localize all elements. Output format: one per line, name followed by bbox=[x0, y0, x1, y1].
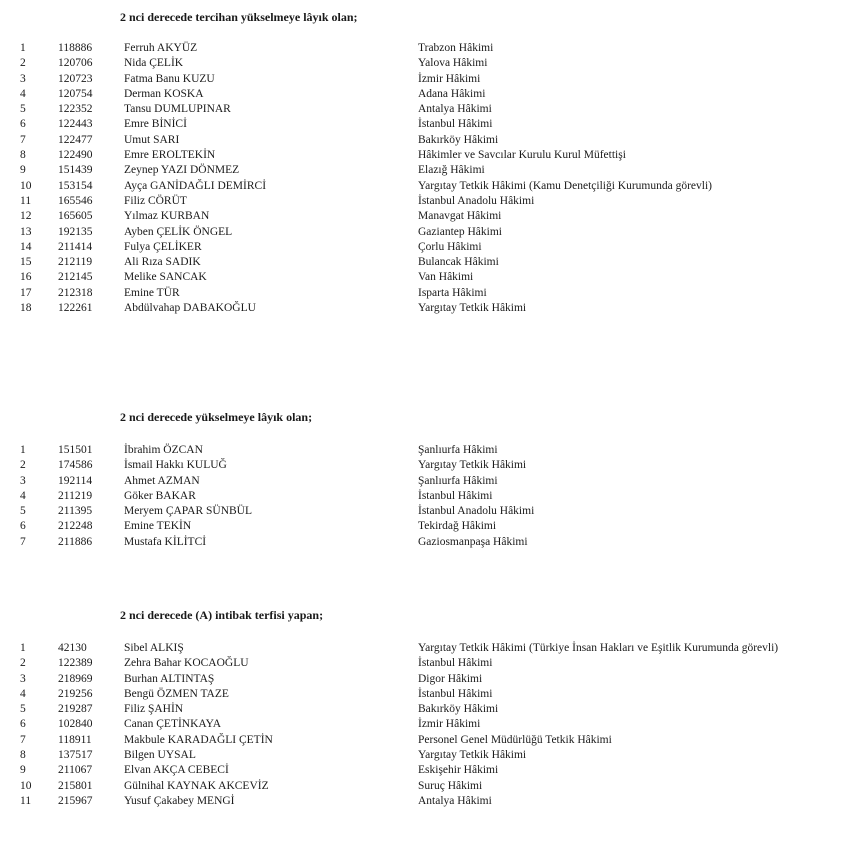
table-row bbox=[0, 102, 844, 117]
table-row bbox=[0, 163, 844, 178]
person-name: Yılmaz KURBAN bbox=[124, 210, 210, 223]
table-row bbox=[0, 779, 844, 794]
row-number: 8 bbox=[20, 749, 26, 762]
sicil-number: 212145 bbox=[58, 271, 93, 284]
person-name: Filiz CÖRÜT bbox=[124, 194, 187, 207]
position-title: İstanbul Anadolu Hâkimi bbox=[418, 505, 535, 518]
position-title: İstanbul Anadolu Hâkimi bbox=[418, 194, 535, 207]
sicil-number: 122477 bbox=[58, 133, 93, 146]
sicil-number: 165546 bbox=[58, 194, 93, 207]
row-number: 3 bbox=[20, 672, 26, 685]
table-row bbox=[0, 656, 844, 671]
section-title: 2 nci derecede (A) intibak terfisi yapan; bbox=[120, 608, 324, 622]
person-name: Elvan AKÇA CEBECİ bbox=[124, 764, 229, 777]
person-name: Umut SARI bbox=[124, 133, 180, 146]
person-name: Bilgen UYSAL bbox=[124, 749, 196, 762]
table-row bbox=[0, 179, 844, 194]
sicil-number: 118911 bbox=[58, 733, 92, 746]
table-row bbox=[0, 641, 844, 656]
person-name: Fulya ÇELİKER bbox=[124, 240, 202, 253]
sicil-number: 118886 bbox=[58, 42, 93, 54]
table-row bbox=[0, 504, 844, 519]
person-name: Emre BİNİCİ bbox=[124, 118, 187, 131]
section-rows bbox=[0, 443, 844, 550]
position-title: Tekirdağ Hâkimi bbox=[418, 520, 497, 533]
row-number: 5 bbox=[20, 505, 26, 518]
sicil-number: 192114 bbox=[58, 474, 93, 487]
person-name: Emre EROLTEKİN bbox=[124, 149, 216, 162]
position-title: Trabzon Hâkimi bbox=[418, 42, 494, 54]
row-number: 2 bbox=[20, 57, 26, 70]
person-name: Makbule KARADAĞLI ÇETİN bbox=[124, 733, 273, 746]
section-rows bbox=[0, 41, 844, 316]
person-name: Abdülvahap DABAKOĞLU bbox=[124, 302, 256, 315]
table-row bbox=[0, 489, 844, 504]
sicil-number: 218969 bbox=[58, 672, 93, 685]
row-number: 12 bbox=[20, 210, 32, 223]
position-title: Elazığ Hâkimi bbox=[418, 164, 485, 177]
sicil-number: 215801 bbox=[58, 779, 93, 792]
table-row bbox=[0, 286, 844, 301]
table-row bbox=[0, 763, 844, 778]
sicil-number: 211067 bbox=[58, 764, 93, 777]
table-row bbox=[0, 672, 844, 687]
position-title: Van Hâkimi bbox=[418, 271, 474, 284]
sicil-number: 165605 bbox=[58, 210, 93, 223]
sicil-number: 211395 bbox=[58, 505, 93, 518]
position-title: Yargıtay Tetkik Hâkimi bbox=[418, 459, 527, 472]
table-row bbox=[0, 443, 844, 458]
table-row bbox=[0, 56, 844, 71]
row-number: 10 bbox=[20, 179, 32, 192]
row-number: 1 bbox=[20, 642, 26, 654]
position-title: Adana Hâkimi bbox=[418, 87, 486, 100]
sicil-number: 122261 bbox=[58, 302, 93, 315]
position-title: İstanbul Hâkimi bbox=[418, 657, 493, 670]
table-row bbox=[0, 301, 844, 316]
row-number: 10 bbox=[20, 779, 32, 792]
row-number: 9 bbox=[20, 764, 26, 777]
section-title: 2 nci derecede tercihan yükselmeye lâyık olan; bbox=[120, 10, 358, 24]
sicil-number: 122490 bbox=[58, 149, 93, 162]
table-row bbox=[0, 748, 844, 763]
table-row bbox=[0, 687, 844, 702]
table-row bbox=[0, 255, 844, 270]
person-name: Burhan ALTINTAŞ bbox=[124, 672, 215, 685]
sicil-number: 211219 bbox=[58, 489, 93, 502]
person-name: Ali Rıza SADIK bbox=[124, 256, 201, 269]
sicil-number: 215967 bbox=[58, 794, 93, 807]
person-name: Mustafa KİLİTCİ bbox=[124, 535, 207, 548]
person-name: Melike SANCAK bbox=[124, 271, 207, 284]
position-title: Bakırköy Hâkimi bbox=[418, 133, 499, 146]
position-title: İzmir Hâkimi bbox=[418, 718, 481, 731]
person-name: İsmail Hakkı KULUĞ bbox=[124, 459, 227, 472]
row-number: 4 bbox=[20, 687, 26, 700]
row-number: 1 bbox=[20, 42, 26, 54]
sicil-number: 211886 bbox=[58, 535, 93, 548]
position-title: Digor Hâkimi bbox=[418, 672, 483, 685]
position-title: Hâkimler ve Savcılar Kurulu Kurul Müfettişi bbox=[418, 149, 626, 162]
person-name: İbrahim ÖZCAN bbox=[124, 444, 203, 456]
sicil-number: 122352 bbox=[58, 103, 93, 116]
row-number: 6 bbox=[20, 118, 26, 131]
position-title: Yargıtay Tetkik Hâkimi bbox=[418, 749, 527, 762]
row-number: 2 bbox=[20, 657, 26, 670]
sicil-number: 174586 bbox=[58, 459, 93, 472]
position-title: Personel Genel Müdürlüğü Tetkik Hâkimi bbox=[418, 733, 612, 746]
table-row bbox=[0, 519, 844, 534]
table-row bbox=[0, 41, 844, 56]
row-number: 7 bbox=[20, 133, 26, 146]
row-number: 3 bbox=[20, 72, 26, 85]
table-row bbox=[0, 194, 844, 209]
sicil-number: 151501 bbox=[58, 444, 93, 456]
row-number: 8 bbox=[20, 149, 26, 162]
section-title: 2 nci derecede yükselmeye lâyık olan; bbox=[120, 410, 313, 424]
sicil-number: 120754 bbox=[58, 87, 93, 100]
row-number: 9 bbox=[20, 164, 26, 177]
row-number: 6 bbox=[20, 718, 26, 731]
person-name: Ayça GANİDAĞLI DEMİRCİ bbox=[124, 179, 267, 192]
position-title: Bulancak Hâkimi bbox=[418, 256, 499, 269]
position-title: Antalya Hâkimi bbox=[418, 103, 492, 116]
sicil-number: 122389 bbox=[58, 657, 93, 670]
table-row bbox=[0, 72, 844, 87]
table-row bbox=[0, 717, 844, 732]
person-name: Gülnihal KAYNAK AKCEVİZ bbox=[124, 779, 269, 792]
position-title: Gaziosmanpaşa Hâkimi bbox=[418, 535, 528, 548]
person-name: Ahmet AZMAN bbox=[124, 474, 200, 487]
sicil-number: 102840 bbox=[58, 718, 93, 731]
person-name: Emine TEKİN bbox=[124, 520, 192, 533]
table-row bbox=[0, 240, 844, 255]
person-name: Emine TÜR bbox=[124, 286, 180, 299]
table-row bbox=[0, 535, 844, 550]
row-number: 17 bbox=[20, 286, 32, 299]
row-number: 7 bbox=[20, 733, 26, 746]
person-name: Ferruh AKYÜZ bbox=[124, 42, 198, 54]
row-number: 5 bbox=[20, 103, 26, 116]
person-name: Canan ÇETİNKAYA bbox=[124, 718, 221, 731]
position-title: Yargıtay Tetkik Hâkimi (Türkiye İnsan Hakları ve Eşitlik Kurumunda görevli) bbox=[418, 642, 779, 654]
position-title: Şanlıurfa Hâkimi bbox=[418, 474, 498, 487]
position-title: Isparta Hâkimi bbox=[418, 286, 487, 299]
sicil-number: 122443 bbox=[58, 118, 93, 131]
row-number: 6 bbox=[20, 520, 26, 533]
table-row bbox=[0, 474, 844, 489]
sicil-number: 211414 bbox=[58, 240, 93, 253]
sicil-number: 137517 bbox=[58, 749, 93, 762]
position-title: Gaziantep Hâkimi bbox=[418, 225, 502, 238]
position-title: İstanbul Hâkimi bbox=[418, 489, 493, 502]
person-name: Yusuf Çakabey MENGİ bbox=[124, 794, 235, 807]
table-row bbox=[0, 270, 844, 285]
sicil-number: 219256 bbox=[58, 687, 93, 700]
sicil-number: 219287 bbox=[58, 703, 93, 716]
position-title: Bakırköy Hâkimi bbox=[418, 703, 499, 716]
table-row bbox=[0, 133, 844, 148]
sicil-number: 192135 bbox=[58, 225, 93, 238]
row-number: 18 bbox=[20, 302, 32, 315]
sicil-number: 212248 bbox=[58, 520, 93, 533]
person-name: Zeynep YAZI DÖNMEZ bbox=[124, 164, 240, 177]
row-number: 4 bbox=[20, 87, 26, 100]
table-row bbox=[0, 87, 844, 102]
person-name: Bengü ÖZMEN TAZE bbox=[124, 687, 229, 700]
person-name: Derman KOSKA bbox=[124, 87, 204, 100]
table-row bbox=[0, 733, 844, 748]
person-name: Zehra Bahar KOCAOĞLU bbox=[124, 657, 249, 670]
section-rows bbox=[0, 641, 844, 809]
row-number: 4 bbox=[20, 489, 26, 502]
row-number: 16 bbox=[20, 271, 32, 284]
table-row bbox=[0, 117, 844, 132]
row-number: 5 bbox=[20, 703, 26, 716]
row-number: 1 bbox=[20, 444, 26, 456]
row-number: 2 bbox=[20, 459, 26, 472]
position-title: İstanbul Hâkimi bbox=[418, 687, 493, 700]
table-row bbox=[0, 225, 844, 240]
person-name: Ayben ÇELİK ÖNGEL bbox=[124, 225, 233, 238]
sicil-number: 120723 bbox=[58, 72, 93, 85]
row-number: 3 bbox=[20, 474, 26, 487]
position-title: Manavgat Hâkimi bbox=[418, 210, 502, 223]
person-name: Meryem ÇAPAR SÜNBÜL bbox=[124, 505, 253, 518]
position-title: Yalova Hâkimi bbox=[418, 57, 488, 70]
sicil-number: 212119 bbox=[58, 256, 93, 269]
position-title: Suruç Hâkimi bbox=[418, 779, 483, 792]
table-row bbox=[0, 148, 844, 163]
position-title: Çorlu Hâkimi bbox=[418, 240, 482, 253]
row-number: 11 bbox=[20, 794, 32, 807]
sicil-number: 42130 bbox=[58, 642, 87, 654]
person-name: Nida ÇELİK bbox=[124, 57, 184, 70]
position-title: Yargıtay Tetkik Hâkimi bbox=[418, 302, 527, 315]
person-name: Filiz ŞAHİN bbox=[124, 703, 184, 716]
sicil-number: 120706 bbox=[58, 57, 93, 70]
sicil-number: 151439 bbox=[58, 164, 93, 177]
table-row bbox=[0, 209, 844, 224]
table-row bbox=[0, 794, 844, 809]
person-name: Göker BAKAR bbox=[124, 489, 196, 502]
sicil-number: 212318 bbox=[58, 286, 93, 299]
row-number: 7 bbox=[20, 535, 26, 548]
position-title: Antalya Hâkimi bbox=[418, 794, 492, 807]
sicil-number: 153154 bbox=[58, 179, 93, 192]
position-title: İstanbul Hâkimi bbox=[418, 118, 493, 131]
row-number: 14 bbox=[20, 240, 32, 253]
row-number: 11 bbox=[20, 194, 32, 207]
row-number: 13 bbox=[20, 225, 32, 238]
table-row bbox=[0, 702, 844, 717]
position-title: Yargıtay Tetkik Hâkimi (Kamu Denetçiliği Kurumunda görevli) bbox=[418, 179, 712, 192]
position-title: Eskişehir Hâkimi bbox=[418, 764, 499, 777]
person-name: Tansu DUMLUPINAR bbox=[124, 103, 231, 116]
person-name: Fatma Banu KUZU bbox=[124, 72, 215, 85]
table-row bbox=[0, 458, 844, 473]
position-title: İzmir Hâkimi bbox=[418, 72, 481, 85]
person-name: Sibel ALKIŞ bbox=[124, 642, 184, 654]
row-number: 15 bbox=[20, 256, 32, 269]
position-title: Şanlıurfa Hâkimi bbox=[418, 444, 498, 456]
